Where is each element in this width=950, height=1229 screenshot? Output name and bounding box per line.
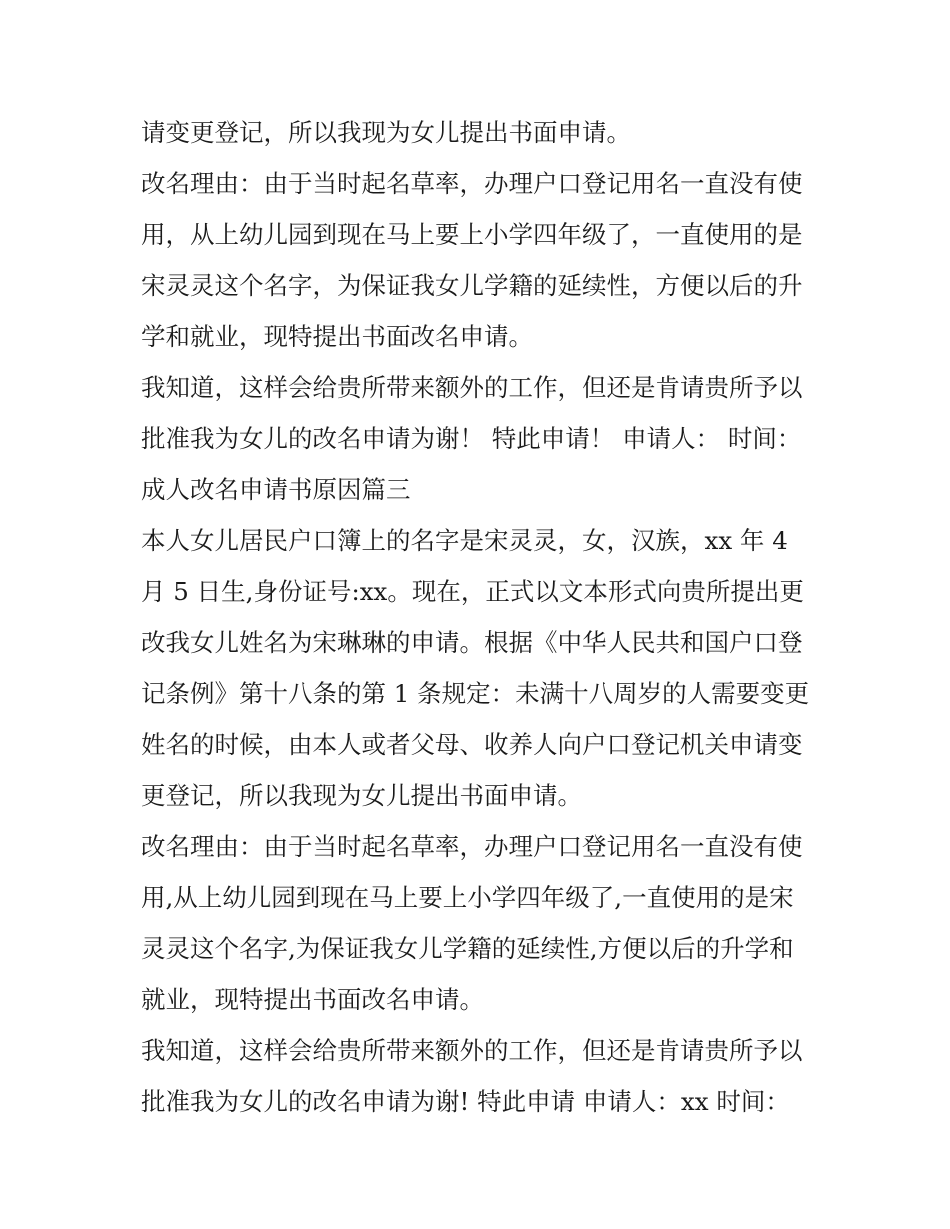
document-body	[141, 107, 831, 1127]
text-line: 灵灵这个名字,为保证我女儿学籍的延续性,方便以后的升学和	[141, 934, 794, 963]
text-line: 我知道，这样会给贵所带来额外的工作，但还是肯请贵所予以	[141, 1036, 803, 1065]
text-line: 我知道，这样会给贵所带来额外的工作，但还是肯请贵所予以	[141, 373, 803, 402]
text-line: 用,从上幼儿园到现在马上要上小学四年级了,一直使用的是宋	[141, 883, 794, 912]
text-line: 改名理由：由于当时起名草率，办理户口登记用名一直没有使	[141, 832, 803, 861]
text-line: 就业，现特提出书面改名申请。	[141, 985, 484, 1014]
text-line: 本人女儿居民户口簿上的名字是宋灵灵，女，汉族，xx 年 4	[141, 526, 788, 555]
text-line: 记条例》第十八条的第 1 条规定：未满十八周岁的人需要变更	[141, 679, 810, 708]
text-line: 请变更登记，所以我现为女儿提出书面申请。	[141, 118, 631, 147]
text-line: 批准我为女儿的改名申请为谢! 特此申请 申请人：xx 时间：	[141, 1087, 790, 1116]
text-line: 改名理由：由于当时起名草率，办理户口登记用名一直没有使	[141, 169, 803, 198]
text-line: 批准我为女儿的改名申请为谢！ 特此申请！ 申请人： 时间：	[141, 424, 802, 453]
text-line: 学和就业，现特提出书面改名申请。	[141, 322, 533, 351]
text-line: 姓名的时候，由本人或者父母、收养人向户口登记机关申请变	[141, 730, 803, 759]
text-line: 宋灵灵这个名字，为保证我女儿学籍的延续性，方便以后的升	[141, 271, 803, 300]
text-line: 月 5 日生,身份证号:xx。现在，正式以文本形式向贵所提出更	[141, 577, 804, 606]
section-heading: 成人改名申请书原因篇三	[141, 475, 411, 504]
text-line: 更登记，所以我现为女儿提出书面申请。	[141, 781, 582, 810]
text-line: 改我女儿姓名为宋琳琳的申请。根据《中华人民共和国户口登	[141, 628, 803, 657]
text-line: 用，从上幼儿园到现在马上要上小学四年级了，一直使用的是	[141, 220, 803, 249]
